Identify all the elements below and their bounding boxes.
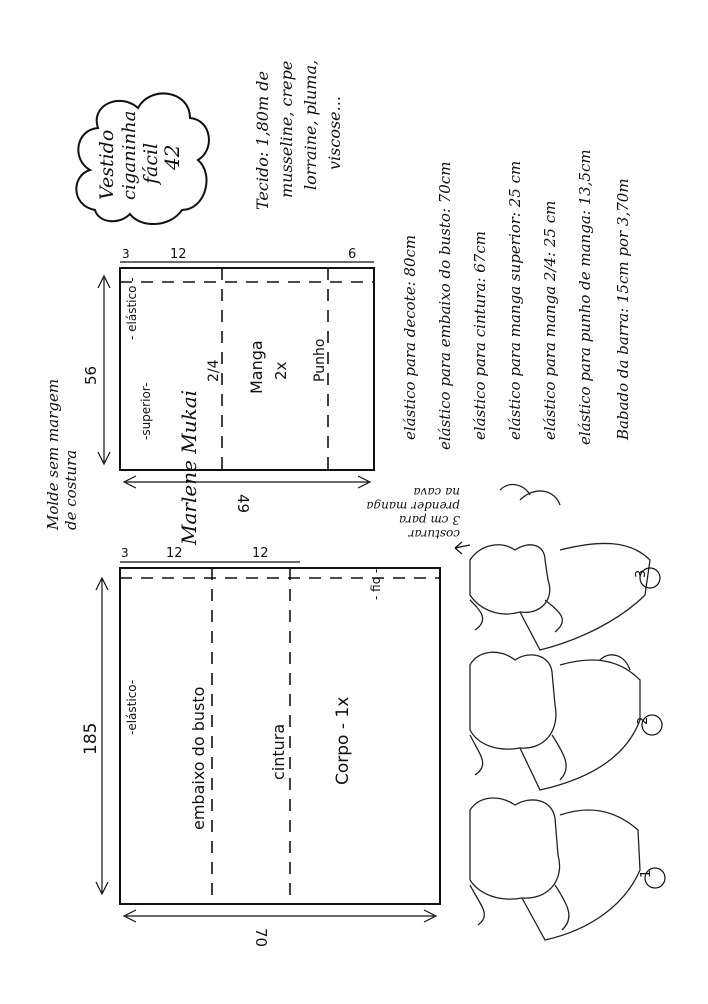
signature bbox=[177, 390, 201, 546]
sewing-note-3: prender manga bbox=[366, 499, 460, 513]
title-cloud bbox=[76, 93, 209, 224]
corpo-piece bbox=[81, 546, 440, 947]
elastic-item-4: elástico para manga superior: 25 cm bbox=[506, 160, 524, 440]
manga-label-superior: -superior- bbox=[139, 382, 153, 440]
dress-sketch-1 bbox=[470, 798, 665, 940]
variant-label-1: 1 bbox=[639, 869, 654, 878]
manga-label-elastico: - elástico - bbox=[125, 277, 139, 340]
manga-label-qty: 2x bbox=[272, 361, 290, 380]
corpo-label-emboixo: embaixo do busto bbox=[189, 686, 208, 830]
sewing-note-2: 3 cm para bbox=[398, 513, 460, 527]
dress-sketch-2 bbox=[470, 652, 662, 790]
fabric-note bbox=[253, 60, 344, 210]
corpo-label-cintura: cintura bbox=[269, 723, 288, 780]
corpo-label-elastico: -elástico- bbox=[125, 679, 139, 735]
corpo-offset-a: 12 bbox=[166, 546, 183, 561]
elastic-item-7: Babado da barra: 15cm por 3,70m bbox=[614, 178, 632, 440]
corpo-width: 185 bbox=[81, 722, 101, 755]
sewing-note-4: na cava bbox=[413, 485, 460, 499]
corpo-label-corpo: Corpo - 1x bbox=[333, 696, 353, 785]
manga-width: 56 bbox=[82, 365, 100, 385]
mold-note-line-1: Molde sem margem bbox=[44, 378, 62, 530]
elastic-item-5: elástico para manga 2/4: 25 cm bbox=[541, 200, 559, 440]
elastic-item-3: elástico para cintura: 67cm bbox=[471, 231, 489, 440]
manga-offset-a: 12 bbox=[170, 247, 187, 262]
manga-offset-top: 3 bbox=[122, 247, 130, 261]
corpo-offset-top: 3 bbox=[121, 546, 129, 560]
fabric-line-3: lorraine, pluma, bbox=[301, 59, 320, 190]
manga-height: 49 bbox=[234, 494, 252, 514]
fabric-line-4: viscose... bbox=[325, 96, 344, 170]
elastic-item-6: elástico para punho de manga: 13,5cm bbox=[576, 149, 594, 445]
manga-label-manga: Manga bbox=[247, 340, 266, 394]
manga-label-2-4: 2/4 bbox=[206, 359, 222, 382]
title-line-4: 42 bbox=[160, 144, 184, 170]
fabric-line-1: Tecido: 1,80m de bbox=[253, 71, 272, 210]
variant-label-3: 3 bbox=[634, 569, 649, 578]
dress-sketch-3 bbox=[470, 485, 660, 650]
manga-piece bbox=[82, 247, 374, 513]
title-line-2: ciganinha bbox=[119, 110, 140, 200]
corpo-height: 70 bbox=[252, 928, 270, 948]
elastic-item-1: elástico para decote: 80cm bbox=[401, 234, 419, 440]
sewing-note bbox=[366, 485, 460, 541]
manga-label-punho: Punho bbox=[312, 338, 328, 382]
sewing-note-arrow bbox=[455, 542, 470, 554]
elastic-item-2: elástico para embaixo do busto: 70cm bbox=[436, 161, 454, 450]
title-line-1: Vestido bbox=[96, 129, 118, 200]
signature-text: Marlene Mukai bbox=[177, 389, 201, 545]
title-line-3: fácil bbox=[140, 142, 162, 184]
corpo-label-fio: - fio - bbox=[369, 568, 383, 600]
sewing-note-1: costurar bbox=[408, 527, 460, 541]
manga-offset-b: 6 bbox=[348, 247, 357, 262]
corpo-offset-b: 12 bbox=[252, 546, 269, 561]
mold-note bbox=[44, 379, 80, 531]
variant-label-2: 2 bbox=[636, 716, 651, 725]
mold-note-line-2: de costura bbox=[62, 449, 80, 530]
elastic-list bbox=[401, 149, 632, 450]
fabric-line-2: musseline, crepe bbox=[277, 60, 296, 198]
